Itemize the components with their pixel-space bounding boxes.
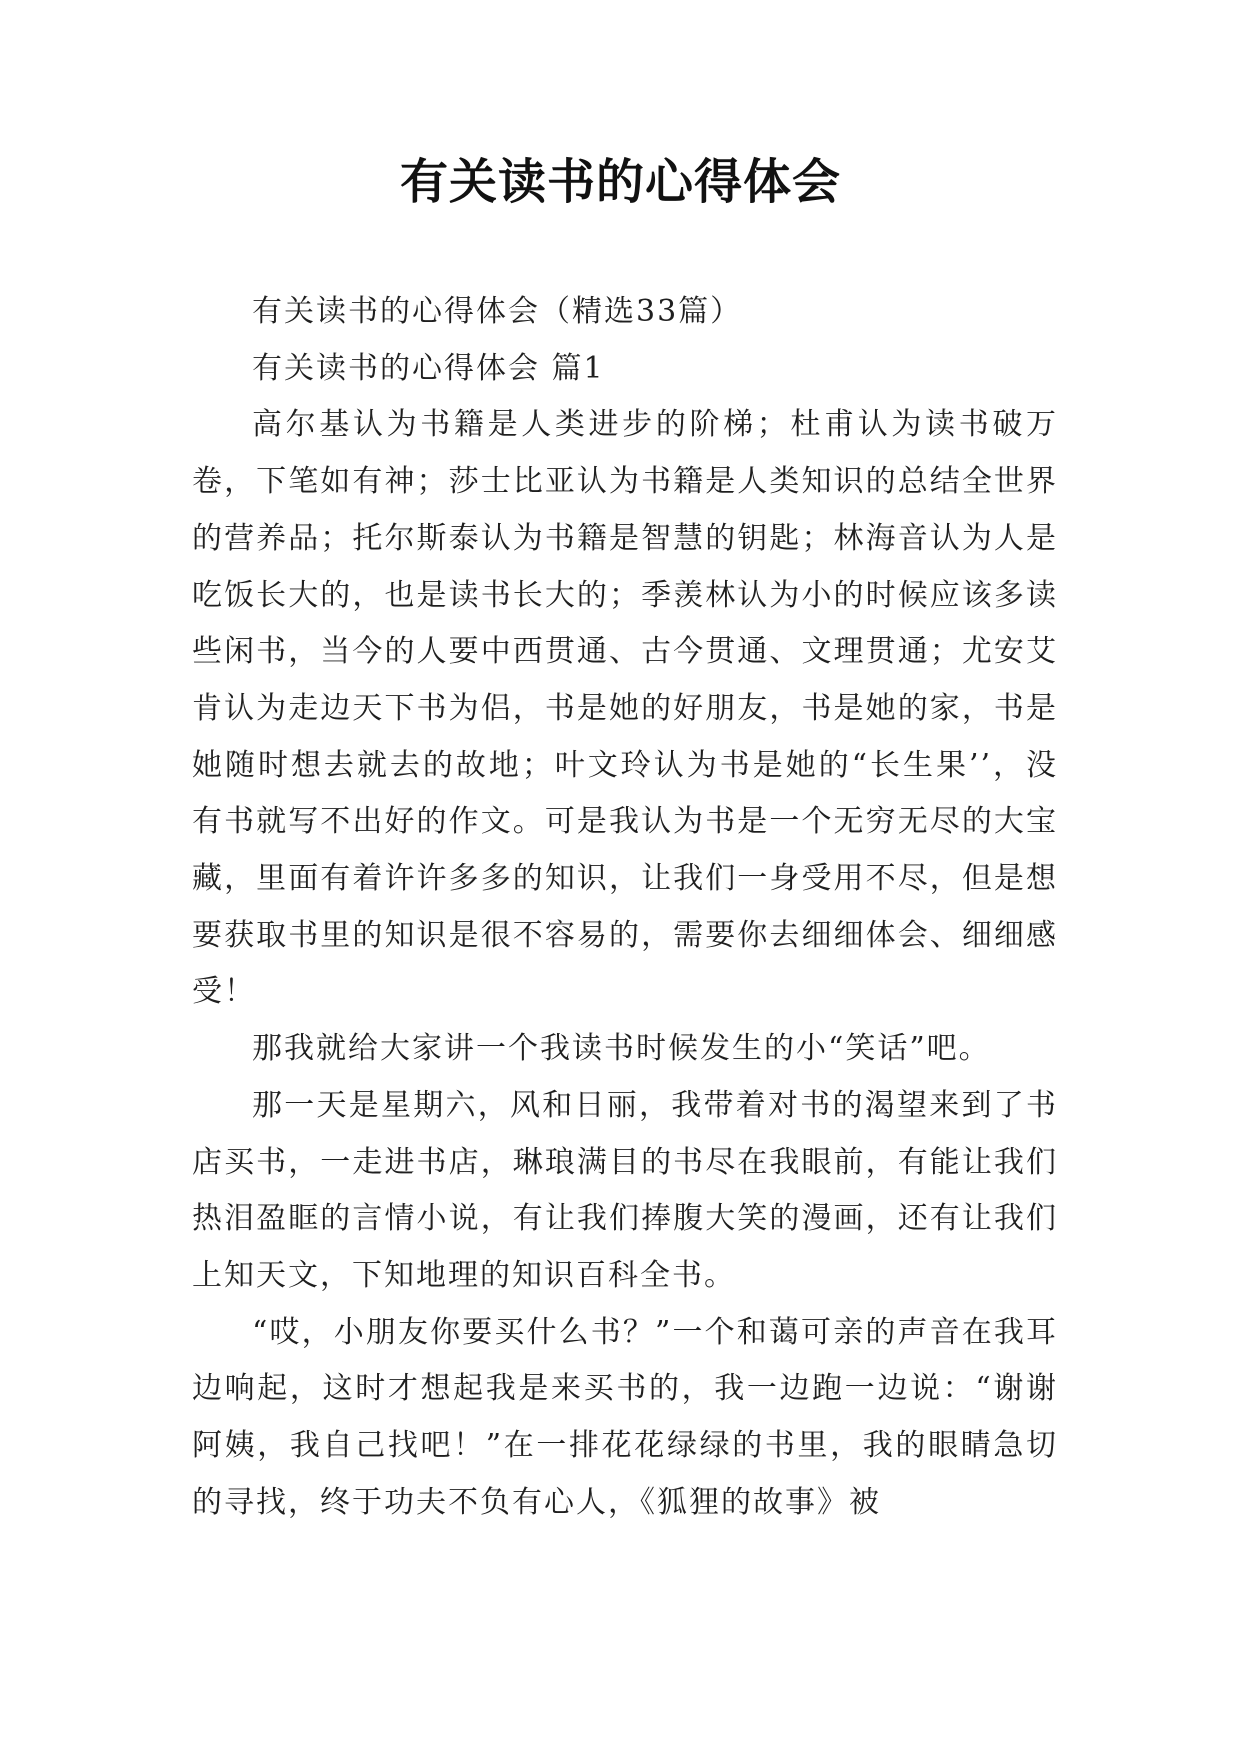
paragraph: 那一天是星期六，风和日丽，我带着对书的渴望来到了书店买书，一走进书店，琳琅满目的书尽在我眼前，有能让我们热泪盈眶的言情小说，有让我们捧腹大笑的漫画，还有让我们上知天文，下知地理的知识百科全书。 [192, 1087, 1058, 1293]
document-body [192, 284, 1058, 1531]
paragraph-subtitle: 有关读书的心得体会（精选33篇） [252, 294, 743, 329]
paragraph-section-heading: 有关读书的心得体会 篇1 [252, 350, 605, 386]
document-title: 有关读书的心得体会 [399, 154, 841, 210]
paragraph: 那我就给大家讲一个我读书时候发生的小“笑话”吧。 [252, 1031, 991, 1067]
paragraph: “哎，小朋友你要买什么书？”一个和蔼可亲的声音在我耳边响起，这时才想起我是来买书的，我一边跑一边说：“谢谢阿姨，我自己找吧！”在一排花花绿绿的书里，我的眼睛急切的寻找，终于功夫不负有心人，《狐狸的故事》被 [192, 1314, 1058, 1520]
paragraph: 高尔基认为书籍是人类进步的阶梯；杜甫认为读书破万卷，下笔如有神；莎士比亚认为书籍是人类知识的总结全世界的营养品；托尔斯泰认为书籍是智慧的钥匙；林海音认为人是吃饭长大的，也是读书长大的；季羡林认为小的时候应该多读些闲书，当今的人要中西贯通、古今贯通、文理贯通；尤安艾肯认为走边天下书为侣，书是她的好朋友，书是她的家，书是她随时想去就去的故地；叶文玲认为书是她的“长生果’’，没有书就写不出好的作文。可是我认为书是一个无穷无尽的大宝藏，里面有着许许多多的知识，让我们一身受用不尽，但是想要获取书里的知识是很不容易的，需要你去细细体会、细细感受！ [192, 407, 1058, 1010]
